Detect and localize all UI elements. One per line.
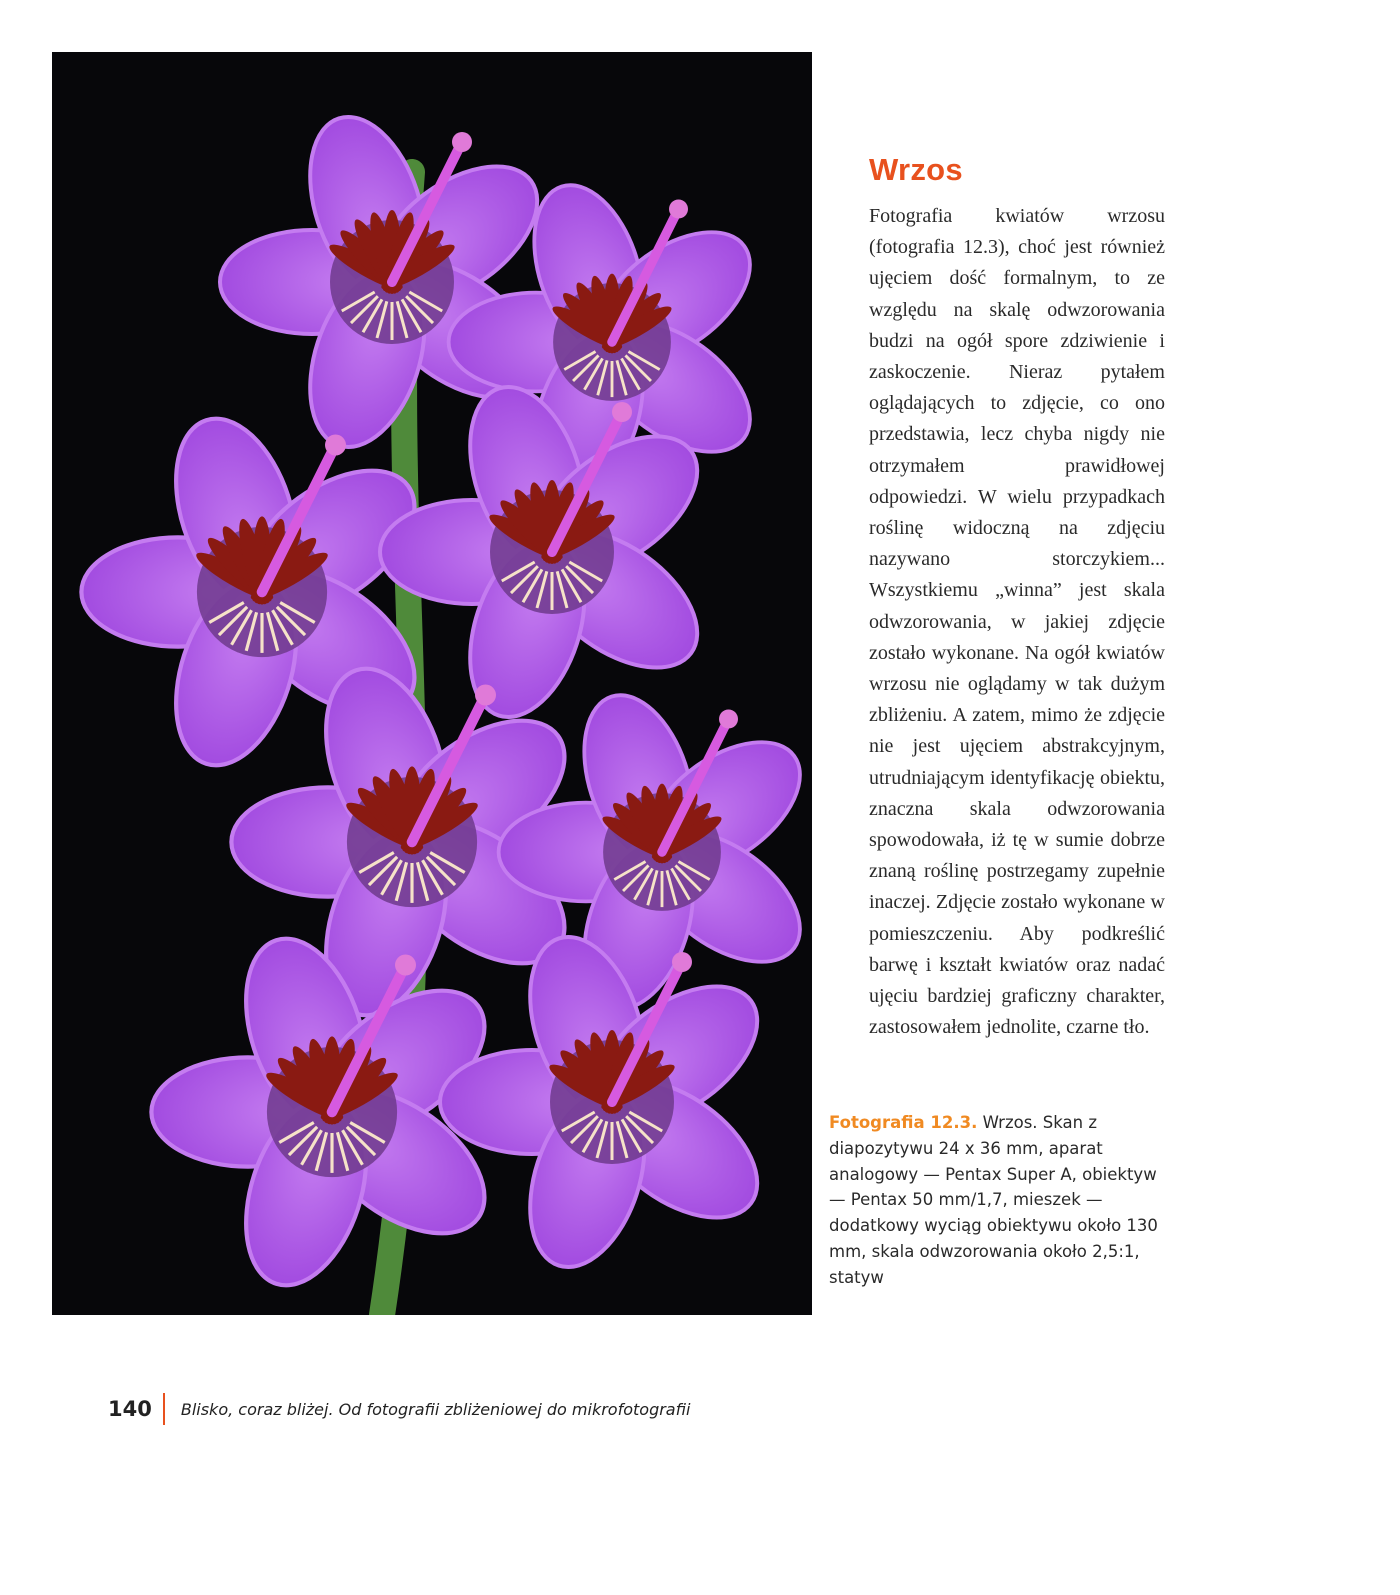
- section-heading: Wrzos: [869, 152, 963, 187]
- heather-photo: [52, 52, 812, 1315]
- heather-flower-icon: [52, 52, 812, 1315]
- caption-label: Fotografia 12.3.: [829, 1113, 978, 1132]
- page-number: 140: [108, 1397, 152, 1421]
- photo-caption: [829, 1110, 1159, 1291]
- running-title: Blisko, coraz bliżej. Od fotografii zbliżeniowej do mikrofotografii: [180, 1399, 691, 1419]
- page-footer: [108, 1392, 690, 1426]
- caption-text: Wrzos. Skan z diapozytywu 24 x 36 mm, aparat analogowy — Pentax Super A, obiektyw — Pentax 50 mm/1,7, mieszek — dodatkowy wyciąg obiektywu około 130 mm, skala odwzorowania około 2,5:1, statyw: [829, 1113, 1158, 1287]
- body-paragraph: Fotografia kwiatów wrzosu (fotografia 12.3), choć jest również ujęciem dość formalnym, to ze względu na skalę odwzorowania budzi na ogół spore zdziwienie i zaskoczenie. Nieraz pytałem oglądających to zdjęcie, co ono przedstawia, lecz chyba nigdy nie otrzymałem prawidłowej odpowiedzi. W wielu przypadkach roślinę widoczną na zdjęciu nazywano storczykiem... Wszystkiemu „winna” jest skala odwzorowania, w jakiej zdjęcie zostało wykonane. Na ogół kwiatów wrzosu nie oglądamy w tak dużym zbliżeniu. A zatem, mimo że zdjęcie nie jest ujęciem abstrakcyjnym, utrudniającym identyfikację obiektu, znaczna skala odwzorowania spowodowała, iż tę w sumie dobrze znaną roślinę postrzegamy zupełnie inaczej. Zdjęcie zostało wykonane w pomieszczeniu. Aby podkreślić barwę i kształt kwiatów oraz nadać ujęciu bardziej graficzny charakter, zastosowałem jednolite, czarne tło.: [869, 205, 1165, 1039]
- footer-divider: [163, 1393, 165, 1425]
